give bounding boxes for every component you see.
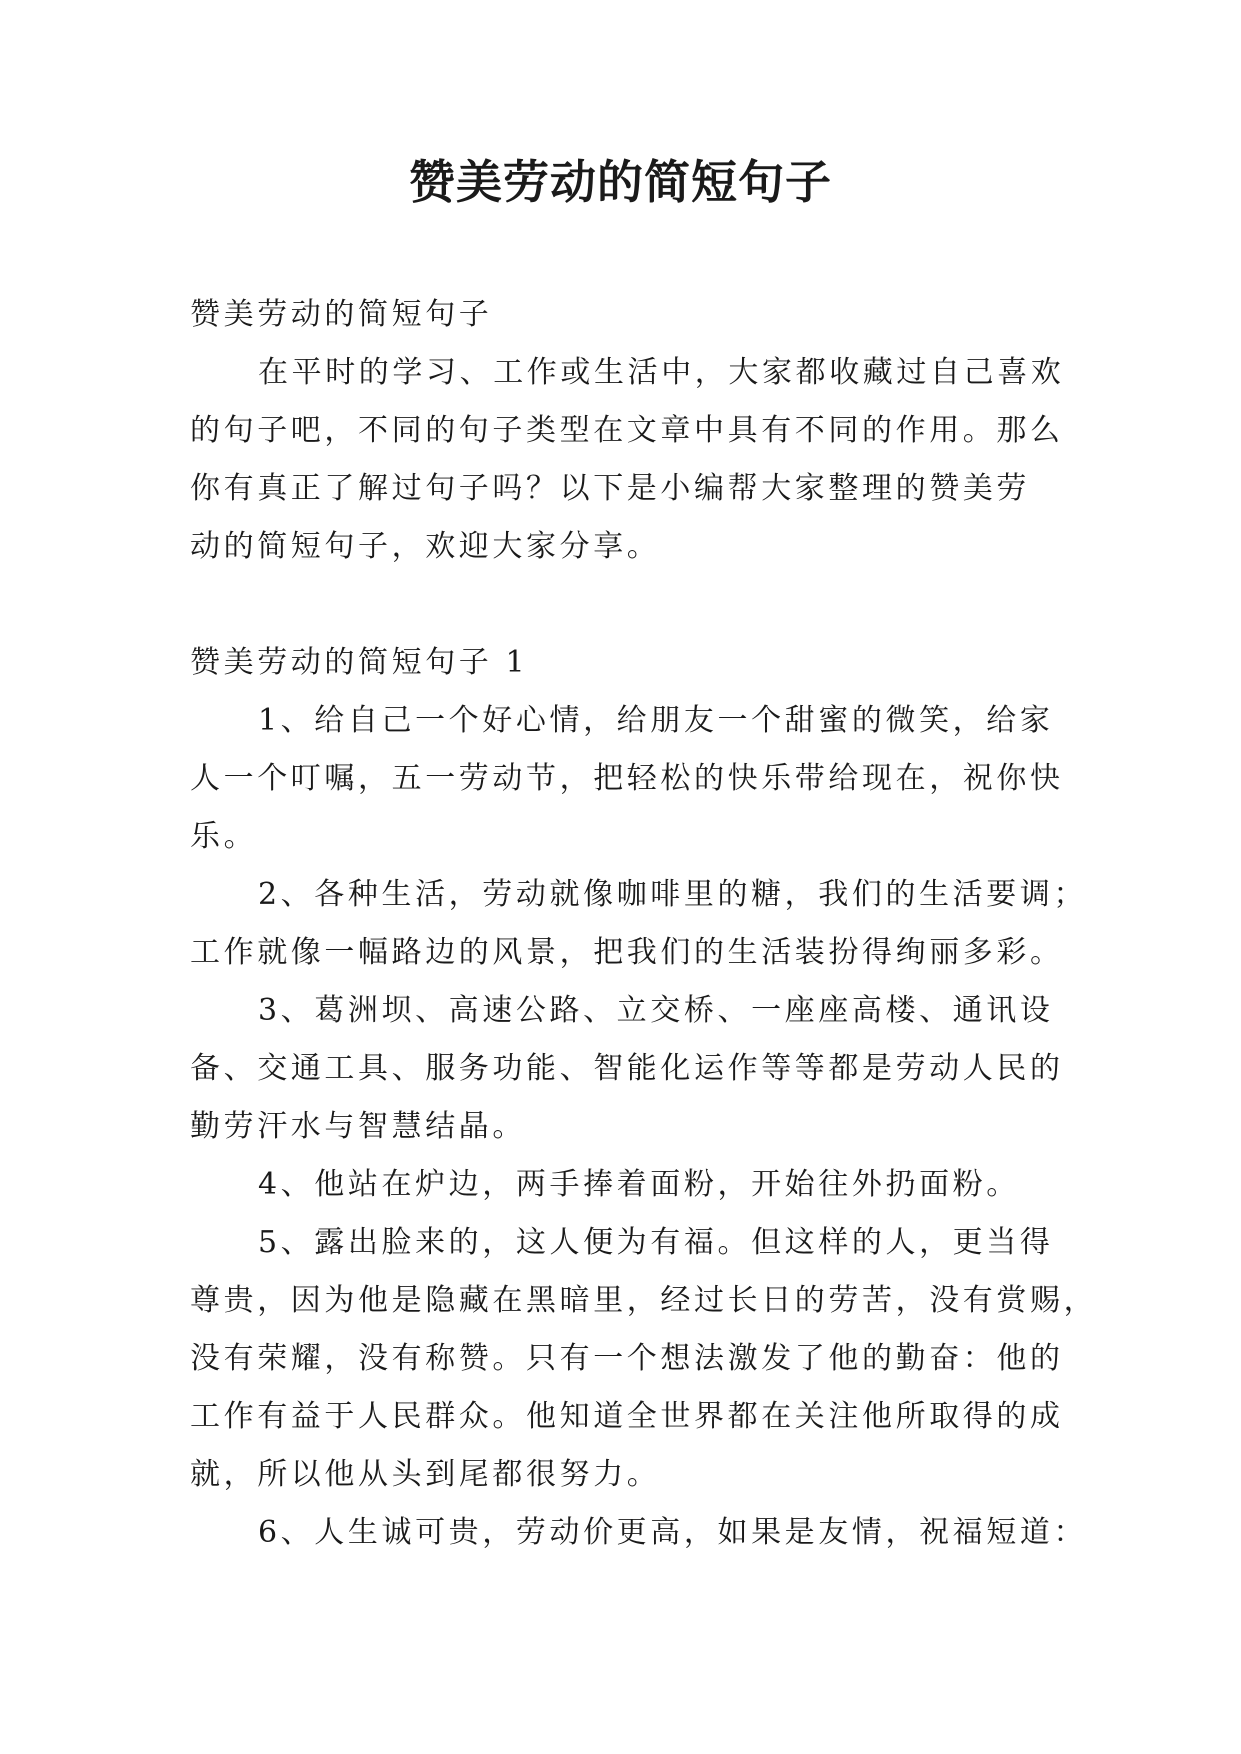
paragraph-line: 在平时的学习、工作或生活中，大家都收藏过自己喜欢 [258,355,1065,390]
paragraph-line: 工作有益于人民群众。他知道全世界都在关注他所取得的成 [190,1399,1064,1434]
paragraph-line: 尊贵，因为他是隐藏在黑暗里，经过长日的劳苦，没有赏赐， [190,1283,1098,1318]
section-heading: 赞美劳动的简短句子 [190,297,493,332]
document-body [190,286,1098,1562]
paragraph-line: 备、交通工具、服务功能、智能化运作等等都是劳动人民的 [190,1051,1064,1086]
paragraph-line: 的句子吧，不同的句子类型在文章中具有不同的作用。那么 [190,413,1064,448]
paragraph-line: 动的简短句子，欢迎大家分享。 [190,529,661,564]
section-heading: 赞美劳动的简短句子 1 [190,645,529,680]
paragraph-line: 乐。 [190,819,258,854]
paragraph-line: 3、葛洲坝、高速公路、立交桥、一座座高楼、通讯设 [258,993,1054,1028]
document-title: 赞美劳动的简短句子 [409,155,832,209]
paragraph-line: 2、各种生活，劳动就像咖啡里的糖，我们的生活要调； [258,877,1088,912]
blank-line [190,576,1050,634]
paragraph-line: 工作就像一幅路边的风景，把我们的生活装扮得绚丽多彩。 [190,935,1064,970]
paragraph-line: 没有荣耀，没有称赞。只有一个想法激发了他的勤奋：他的 [190,1341,1064,1376]
paragraph-line: 1、给自己一个好心情，给朋友一个甜蜜的微笑，给家 [258,703,1054,738]
paragraph-line: 人一个叮嘱，五一劳动节，把轻松的快乐带给现在，祝你快 [190,761,1064,796]
paragraph-line: 就，所以他从头到尾都很努力。 [190,1457,661,1492]
paragraph-line: 5、露出脸来的，这人便为有福。但这样的人，更当得 [258,1225,1054,1260]
paragraph-line: 你有真正了解过句子吗？以下是小编帮大家整理的赞美劳 [190,471,1030,506]
paragraph-line: 4、他站在炉边，两手捧着面粉，开始往外扔面粉。 [258,1167,1020,1202]
paragraph-line: 勤劳汗水与智慧结晶。 [190,1109,526,1144]
paragraph-line: 6、人生诚可贵，劳动价更高，如果是友情，祝福短道： [258,1515,1088,1550]
